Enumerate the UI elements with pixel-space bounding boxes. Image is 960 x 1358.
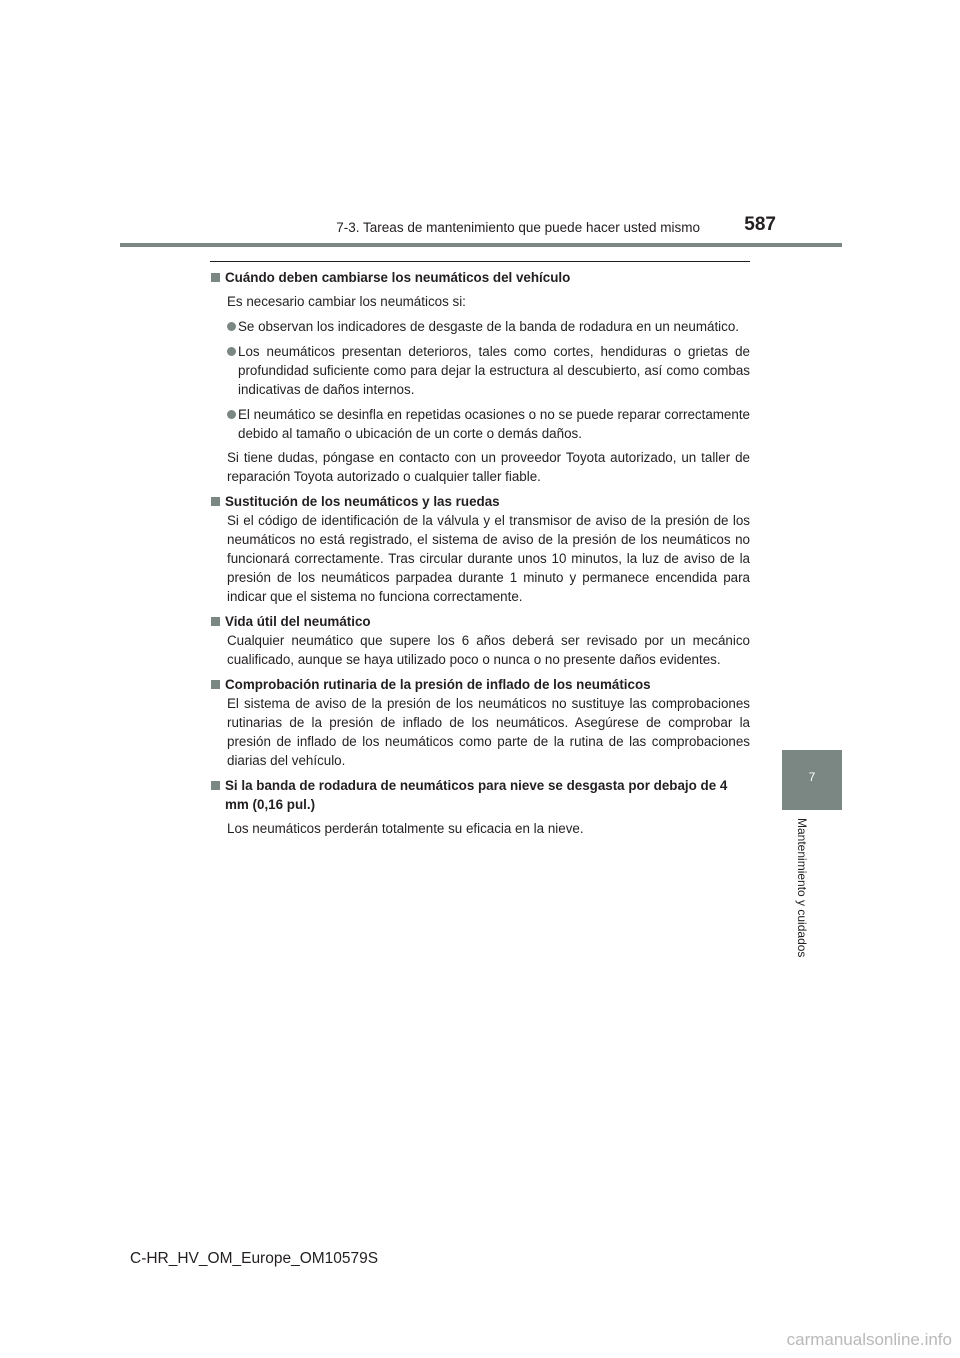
section-body: Los neumáticos perderán totalmente su eficacia en la nieve.: [227, 821, 584, 836]
section-body: Si el código de identificación de la válvula y el transmisor de aviso de la presión de los neumáticos no está registrado, el sistema de aviso de la presión de los neumáticos no funcionará correctamente. Tras circular durante unos 10 minutos, la luz de aviso de la presión de los neumáticos parpadea durante 1 minuto y permanece encendida para indicar que el sistema no funciona correctamente.: [227, 513, 750, 604]
page-content: [210, 268, 750, 838]
watermark: carmanualsonline.info: [786, 1330, 952, 1349]
square-bullet-icon: [211, 680, 220, 689]
list-item: Se observan los indicadores de desgaste de la banda de rodadura en un neumático.: [210, 317, 750, 336]
square-bullet-icon: [211, 273, 220, 282]
chapter-number: 7: [808, 770, 816, 784]
list-item: El neumático se desinfla en repetidas ocasiones o no se puede reparar correctamente debido al tamaño o ubicación de un corte o demás daños.: [210, 405, 750, 443]
header-rule: [120, 243, 842, 247]
section-heading: Sustitución de los neumáticos y las ruedas: [210, 492, 750, 511]
section-intro: Es necesario cambiar los neumáticos si:: [227, 294, 466, 309]
square-bullet-icon: [211, 497, 220, 506]
section-outro: Si tiene dudas, póngase en contacto con un proveedor Toyota autorizado, un taller de reparación Toyota autorizado o cualquier taller fiable.: [227, 450, 750, 484]
chapter-side-label: Mantenimiento y cuidados: [795, 818, 809, 958]
square-bullet-icon: [211, 781, 220, 790]
document-id: C-HR_HV_OM_Europe_OM10579S: [130, 1250, 379, 1267]
section-heading: Vida útil del neumático: [210, 612, 750, 631]
section-heading: Comprobación rutinaria de la presión de inflado de los neumáticos: [210, 675, 750, 694]
header-title: 7-3. Tareas de mantenimiento que puede hacer usted mismo: [336, 220, 700, 235]
page-number: 587: [744, 214, 776, 235]
round-bullet-icon: [227, 410, 236, 419]
square-bullet-icon: [211, 617, 220, 626]
section-body: El sistema de aviso de la presión de los neumáticos no sustituye las comprobaciones rutinarias de la presión de inflado de los neumáticos. Asegúrese de comprobar la presión de inflado de los neumáticos como parte de la rutina de las comprobaciones diarias del vehículo.: [227, 696, 750, 768]
section-heading: Si la banda de rodadura de neumáticos para nieve se desgasta por debajo de 4 mm (0,16 pul.): [210, 776, 750, 814]
round-bullet-icon: [227, 322, 236, 331]
chapter-tab: [782, 750, 842, 810]
section-heading: Cuándo deben cambiarse los neumáticos del vehículo: [210, 268, 750, 287]
round-bullet-icon: [227, 347, 236, 356]
list-item: Los neumáticos presentan deterioros, tales como cortes, hendiduras o grietas de profundidad suficiente como para dejar la estructura al descubierto, así como combas indicativas de daños internos.: [210, 342, 750, 399]
content-top-rule: [210, 261, 750, 262]
section-body: Cualquier neumático que supere los 6 años deberá ser revisado por un mecánico cualificado, aunque se haya utilizado poco o nunca o no presente daños evidentes.: [227, 633, 750, 667]
